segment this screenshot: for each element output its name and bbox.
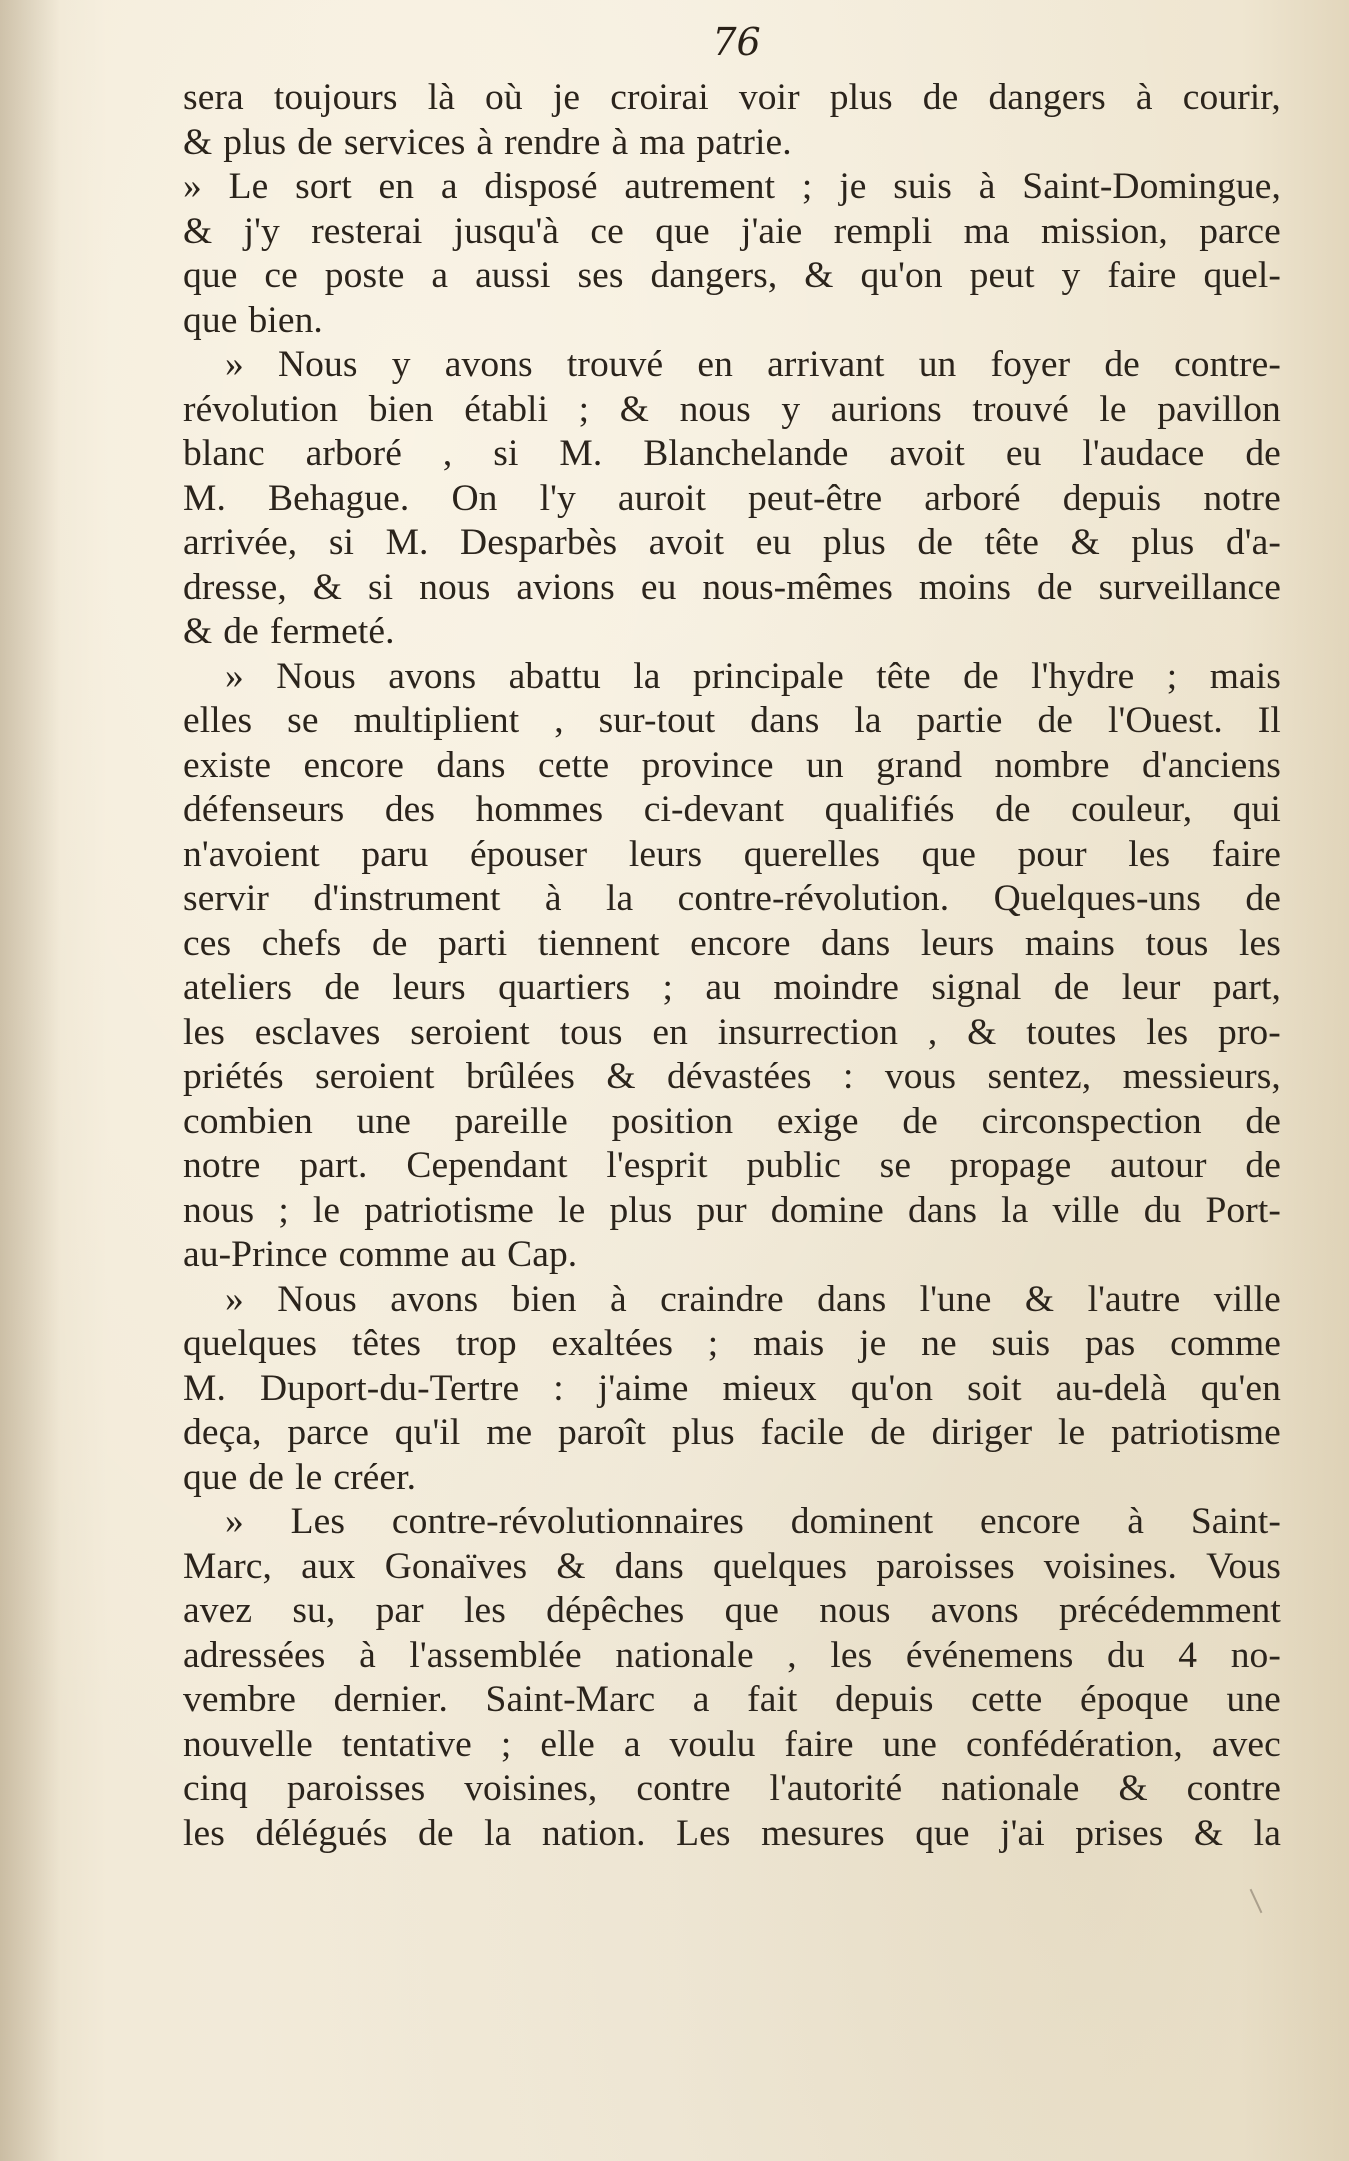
text-line: combien une pareille position exige de circonspection de (183, 1100, 1281, 1142)
text-line: notre part. Cependant l'esprit public se propage autour de (183, 1145, 1281, 1186)
text-line: M. Behague. On l'y auroit peut-être arboré depuis notre (183, 477, 1281, 519)
text-line: ces chefs de parti tiennent encore dans leurs mains tous les (183, 922, 1281, 964)
text-line: & j'y resterai jusqu'à ce que j'aie rempli ma mission, parce (183, 210, 1281, 252)
text-line: nouvelle tentative ; elle a voulu faire une confédération, avec (183, 1723, 1281, 1765)
text-line: servir d'instrument à la contre-révolution. Quelques-uns de (183, 878, 1281, 919)
text-line: M. Duport-du-Tertre : j'aime mieux qu'on soit au-delà qu'en (183, 1367, 1281, 1409)
text-line: les esclaves seroient tous en insurrection , & toutes les pro- (183, 1011, 1281, 1053)
text-line: » Nous avons bien à craindre dans l'une & l'autre ville (225, 1278, 1281, 1320)
text-line: que ce poste a aussi ses dangers, & qu'on peut y faire quel- (183, 255, 1281, 296)
text-line: vembre dernier. Saint-Marc a fait depuis cette époque une (183, 1679, 1281, 1720)
text-line: » Nous avons abattu la principale tête de l'hydre ; mais (225, 655, 1281, 697)
text-line: sera toujours là où je croirai voir plus de dangers à courir, (183, 77, 1281, 118)
text-line: existe encore dans cette province un grand nombre d'anciens (183, 744, 1281, 786)
text-line: cinq paroisses voisines, contre l'autorité nationale & contre (183, 1768, 1281, 1809)
text-line: » Le sort en a disposé autrement ; je suis à Saint-Domingue, (183, 166, 1281, 207)
text-line: » Les contre-révolutionnaires dominent encore à Saint- (225, 1501, 1281, 1542)
text-line: n'avoient paru épouser leurs querelles que pour les faire (183, 833, 1281, 875)
page-number: 76 (712, 20, 761, 64)
text-line: arrivée, si M. Desparbès avoit eu plus de tête & plus d'a- (183, 522, 1281, 563)
text-line: elles se multiplient , sur-tout dans la partie de l'Ouest. Il (183, 700, 1281, 741)
text-line: dresse, & si nous avions eu nous-mêmes moins de surveillance (183, 566, 1281, 608)
gutter-shadow (0, 0, 60, 2161)
text-line: Marc, aux Gonaïves & dans quelques paroisses voisines. Vous (183, 1545, 1281, 1587)
text-line: les délégués de la nation. Les mesures que j'ai prises & la (183, 1812, 1281, 1854)
text-line: au-Prince comme au Cap. (183, 1234, 578, 1275)
text-line: blanc arboré , si M. Blanchelande avoit eu l'audace de (183, 433, 1281, 474)
text-line: & de fermeté. (183, 611, 395, 652)
text-line: avez su, par les dépêches que nous avons précédemment (183, 1590, 1281, 1631)
text-line: nous ; le patriotisme le plus pur domine dans la ville du Port- (183, 1189, 1281, 1231)
text-line: priétés seroient brûlées & dévastées : vous sentez, messieurs, (183, 1056, 1281, 1097)
ink-mark (1250, 1889, 1263, 1913)
text-line: adressées à l'assemblée nationale , les événemens du 4 no- (183, 1634, 1281, 1676)
text-line: quelques têtes trop exaltées ; mais je ne suis pas comme (183, 1323, 1281, 1364)
text-line: deça, parce qu'il me paroît plus facile de diriger le patriotisme (183, 1412, 1281, 1453)
text-line: & plus de services à rendre à ma patrie. (183, 121, 792, 163)
text-line: révolution bien établi ; & nous y aurions trouvé le pavillon (183, 388, 1281, 430)
text-line: que de le créer. (183, 1456, 417, 1498)
text-line: défenseurs des hommes ci-devant qualifiés de couleur, qui (183, 789, 1281, 830)
text-line: ateliers de leurs quartiers ; au moindre signal de leur part, (183, 967, 1281, 1008)
text-line: » Nous y avons trouvé en arrivant un foyer de contre- (225, 344, 1281, 385)
body-text (183, 76, 1281, 1856)
text-line: que bien. (183, 299, 323, 341)
